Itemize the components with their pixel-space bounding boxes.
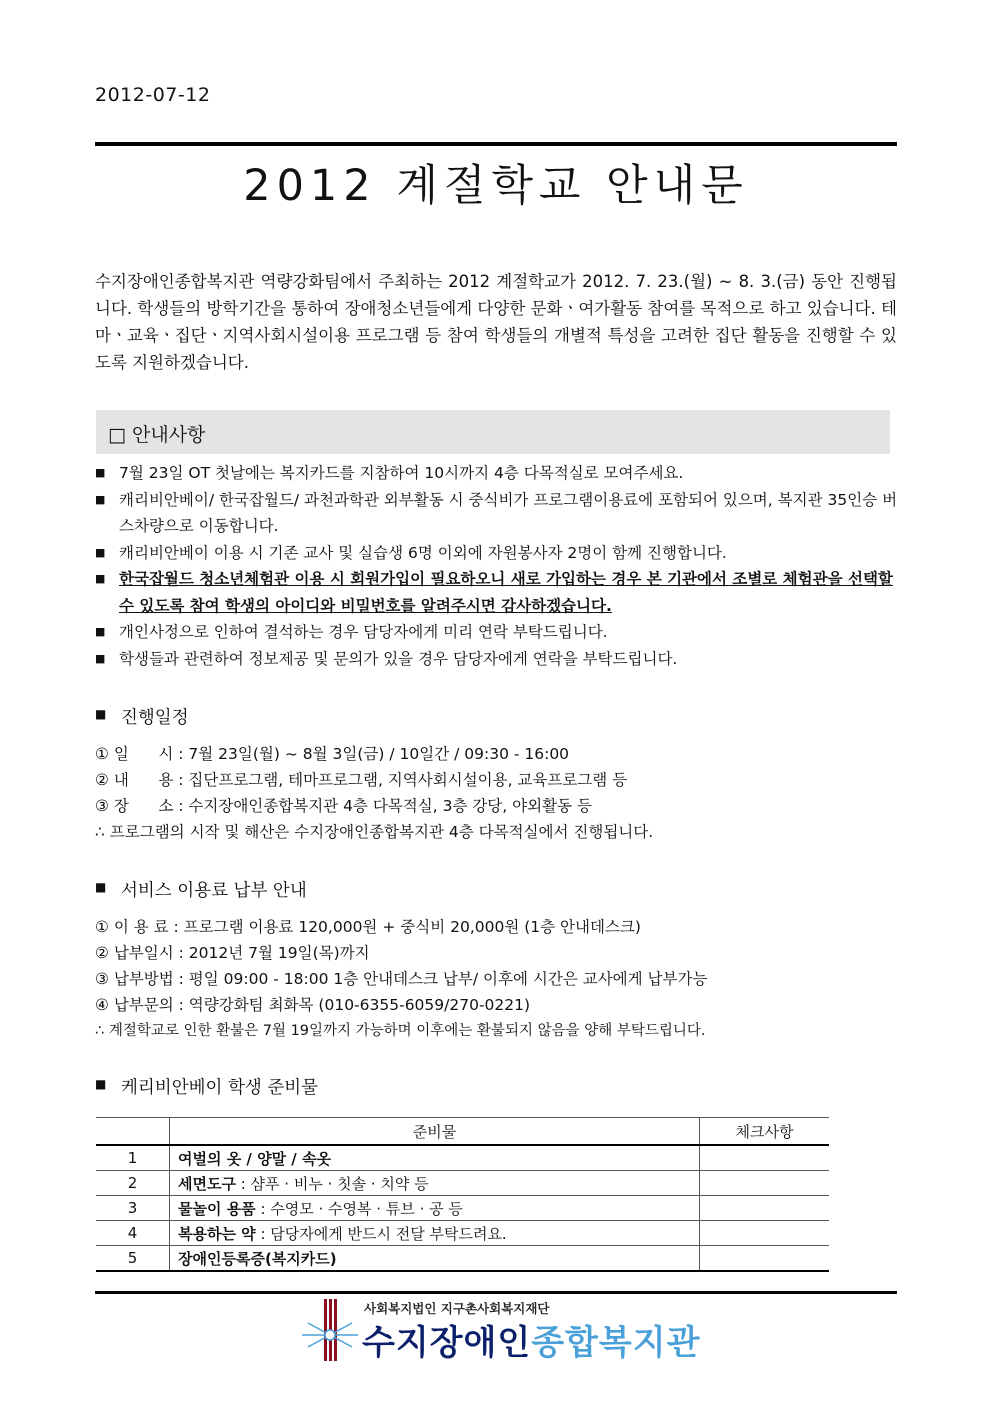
- table-row: [96, 1221, 829, 1246]
- row-num: 3: [96, 1196, 170, 1221]
- fee-item: ① 이 용 료 : 프로그램 이용료 120,000원 + 중식비 20,000원 (1층 안내데스크): [95, 918, 641, 936]
- logo-org-name: 사회복지법인 지구촌사회복지재단: [364, 1301, 550, 1316]
- notice-item: ■ 7월 23일 OT 첫날에는 복지카드를 지참하여 10시까지 4층 다목적실로 모여주세요.: [95, 460, 905, 487]
- header-num: [96, 1118, 170, 1146]
- row-num: 5: [96, 1246, 170, 1272]
- table-row: [96, 1196, 829, 1221]
- notice-item-highlight: ■ 한국잡월드 청소년체험관 이용 시 회원가입이 필요하오니 새로 가입하는 경우 본 기관에서 조별로 체험관을 선택할 수 있도록 참여 학생의 아이디와 비밀번호를 알려주시면 감사하겠습니다.: [95, 566, 899, 619]
- table-row: [96, 1171, 829, 1196]
- logo-mark-icon: [300, 1297, 360, 1363]
- logo-title-b: 종합복지관: [531, 1323, 701, 1363]
- schedule-item: ③ 장 소 : 수지장애인종합복지관 4층 다목적실, 3층 강당, 야외활동 등: [95, 797, 592, 815]
- intro-paragraph: 수지장애인종합복지관 역량강화팀에서 주최하는 2012 계절학교가 2012. 7. 23.(월) ~ 8. 3.(금) 동안 진행됩니다. 학생들의 방학기간을 통하여 장애청소년들에게 다양한 문화ㆍ여가활동 참여를 목적으로 하고 있습니다. 테마ㆍ교육ㆍ집단ㆍ지역사회시설이용 프로그램 등 참여 학생들의 개별적 특성을 고려한 집단 활동을 진행할 수 있도록 지원하겠습니다.: [95, 272, 897, 372]
- notice-heading-box: [96, 410, 890, 454]
- row-check: [700, 1171, 830, 1196]
- fee-heading: ■ 서비스 이용료 납부 안내: [95, 877, 307, 902]
- logo-title: [362, 1315, 700, 1364]
- fee-list: [95, 914, 905, 1044]
- schedule-item: ② 내 용 : 집단프로그램, 테마프로그램, 지역사회시설이용, 교육프로그램 등: [95, 771, 628, 789]
- notice-heading: □ 안내사항: [108, 424, 206, 446]
- notice-list: [95, 460, 905, 672]
- row-num: 4: [96, 1221, 170, 1246]
- row-item: [170, 1196, 700, 1221]
- row-check: [700, 1246, 830, 1272]
- row-item: [170, 1246, 700, 1272]
- fee-item: ④ 납부문의 : 역량강화팀 최화목 (010-6355-6059/270-0221): [95, 996, 531, 1014]
- row-item-bold: 물놀이 용품: [178, 1199, 256, 1218]
- row-item-bold: 복용하는 약: [178, 1224, 256, 1243]
- row-item-rest: : 수영모 · 수영복 · 튜브 · 공 등: [255, 1199, 463, 1218]
- prep-table: [96, 1117, 829, 1272]
- fee-item: ② 납부일시 : 2012년 7월 19일(목)까지: [95, 944, 370, 962]
- prep-heading: ■ 케리비안베이 학생 준비물: [95, 1074, 318, 1099]
- table-row: [96, 1145, 829, 1171]
- organization-logo: [300, 1297, 700, 1367]
- document-date: 2012-07-12: [95, 84, 211, 106]
- table-header-row: [96, 1118, 829, 1146]
- row-item-rest: : 담당자에게 반드시 전달 부탁드려요.: [255, 1224, 507, 1243]
- notice-item: ■ 캐리비안베이/ 한국잡월드/ 과천과학관 외부활동 시 중식비가 프로그램이용료에 포함되어 있으며, 복지관 35인승 버스차량으로 이동합니다.: [95, 487, 909, 540]
- bottom-divider: [95, 1291, 897, 1294]
- fee-item: ③ 납부방법 : 평일 09:00 - 18:00 1층 안내데스크 납부/ 이후에 시간은 교사에게 납부가능: [95, 970, 708, 988]
- schedule-heading: ■ 진행일정: [95, 704, 189, 729]
- top-divider: [95, 142, 897, 146]
- row-item: [170, 1221, 700, 1246]
- row-item-bold: 여벌의 옷 / 양말 / 속옷: [178, 1149, 331, 1168]
- row-item-rest: : 샴푸 · 비누 · 칫솔 · 치약 등: [235, 1174, 429, 1193]
- row-num: 2: [96, 1171, 170, 1196]
- logo-title-a: 수지장애인: [362, 1323, 532, 1363]
- row-check: [700, 1196, 830, 1221]
- row-check: [700, 1145, 830, 1171]
- schedule-item: ① 일 시 : 7월 23일(월) ~ 8월 3일(금) / 10일간 / 09:30 - 16:00: [95, 745, 570, 763]
- schedule-note: ∴ 프로그램의 시작 및 해산은 수지장애인종합복지관 4층 다목적실에서 진행됩니다.: [95, 823, 654, 841]
- table-row: [96, 1246, 829, 1272]
- fee-note: ∴ 계절학교로 인한 환불은 7월 19일까지 가능하며 이후에는 환불되지 않음을 양해 부탁드립니다.: [95, 1023, 706, 1039]
- row-check: [700, 1221, 830, 1246]
- row-item-bold: 장애인등록증(복지카드): [178, 1249, 337, 1268]
- notice-item: ■ 캐리비안베이 이용 시 기존 교사 및 실습생 6명 이외에 자원봉사자 2명이 함께 진행합니다.: [95, 540, 905, 567]
- schedule-list: [95, 741, 905, 845]
- row-num: 1: [96, 1145, 170, 1171]
- page-title: 2012 계절학교 안내문: [243, 161, 749, 211]
- header-check: 체크사항: [700, 1118, 830, 1146]
- header-item: 준비물: [170, 1118, 700, 1146]
- row-item: [170, 1145, 700, 1171]
- row-item: [170, 1171, 700, 1196]
- notice-item: ■ 학생들과 관련하여 정보제공 및 문의가 있을 경우 담당자에게 연락을 부탁드립니다.: [95, 646, 905, 673]
- row-item-bold: 세면도구: [178, 1174, 236, 1193]
- notice-item: ■ 개인사정으로 인하여 결석하는 경우 담당자에게 미리 연락 부탁드립니다.: [95, 619, 905, 646]
